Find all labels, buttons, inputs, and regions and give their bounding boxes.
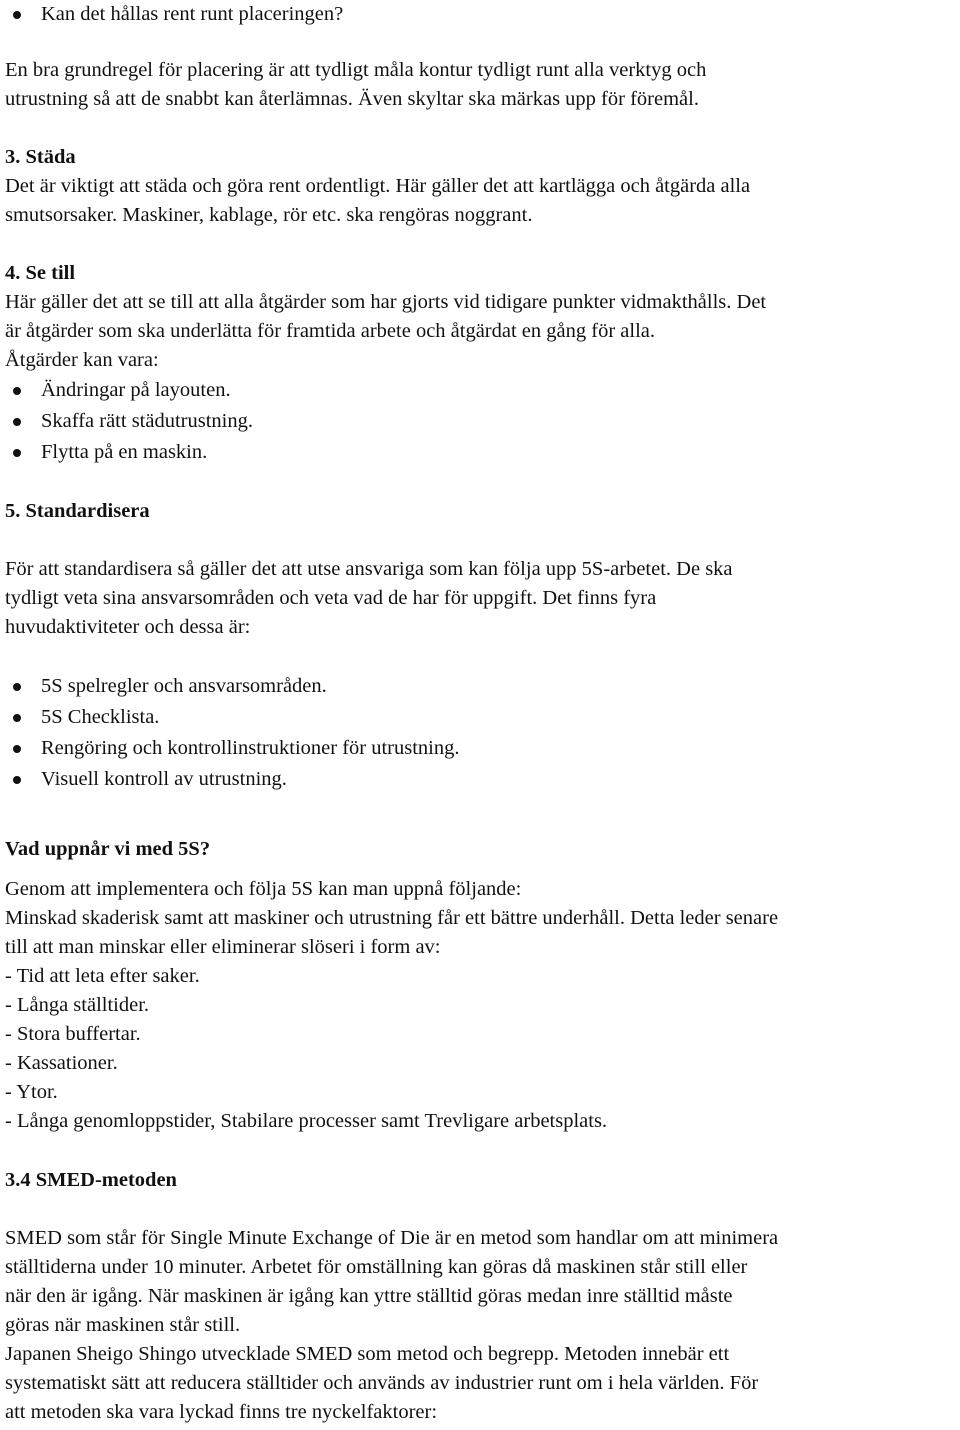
list-line: - Kassationer. [5,1052,118,1074]
bullet-item: Flytta på en maskin. [41,441,208,463]
paragraph-line: För att standardisera så gäller det att utse ansvariga som kan följa upp 5S-arbetet. De ska [5,558,733,580]
paragraph-line: att metoden ska vara lyckad finns tre nyckelfaktorer: [5,1401,438,1423]
section-heading: 4. Se till [5,262,76,284]
section-heading: Vad uppnår vi med 5S? [5,838,211,860]
paragraph-line: huvudaktiviteter och dessa är: [5,616,251,638]
bullet-icon [13,714,21,722]
paragraph-line: Minskad skaderisk samt att maskiner och utrustning får ett bättre underhåll. Detta leder senare [5,907,779,929]
paragraph-line: En bra grundregel för placering är att tydligt måla kontur tydligt runt alla verktyg och [5,59,707,81]
paragraph-line: Här gäller det att se till att alla åtgärder som har gjorts vid tidigare punkter vidmakthålls. Det [5,291,767,313]
bullet-item: Rengöring och kontrollinstruktioner för utrustning. [41,737,460,759]
bullet-icon [13,387,21,395]
paragraph-line: systematiskt sätt att reducera ställtider och används av industrier runt om i hela världen. För [5,1372,759,1394]
paragraph-line: när den är igång. När maskinen är igång kan yttre ställtid göras medan inre ställtid måste [5,1285,733,1307]
list-line: - Ytor. [5,1081,58,1103]
paragraph-line: SMED som står för Single Minute Exchange of Die är en metod som handlar om att minimera [5,1227,779,1249]
bullet-item: Kan det hållas rent runt placeringen? [41,3,344,25]
list-line: - Långa ställtider. [5,994,150,1016]
bullet-icon [13,11,21,19]
bullet-icon [13,745,21,753]
section-heading: 3. Städa [5,146,76,168]
paragraph-line: utrustning så att de snabbt kan återlämnas. Även skyltar ska märkas upp för föremål. [5,88,699,110]
paragraph-line: smutsorsaker. Maskiner, kablage, rör etc. ska rengöras noggrant. [5,204,533,226]
list-line: - Långa genomloppstider, Stabilare processer samt Trevligare arbetsplats. [5,1110,608,1132]
paragraph-line: ställtiderna under 10 minuter. Arbetet för omställning kan göras då maskinen står still eller [5,1256,748,1278]
section-heading: 5. Standardisera [5,500,150,522]
bullet-icon [13,449,21,457]
section-heading: 3.4 SMED-metoden [5,1169,177,1191]
paragraph-line: göras när maskinen står still. [5,1314,241,1336]
bullet-item: 5S spelregler och ansvarsområden. [41,675,327,697]
paragraph-line: Åtgärder kan vara: [5,349,159,371]
paragraph-line: tydligt veta sina ansvarsområden och veta vad de har för uppgift. Det finns fyra [5,587,657,609]
bullet-item: Skaffa rätt städutrustning. [41,410,253,432]
list-line: - Stora buffertar. [5,1023,141,1045]
paragraph-line: till att man minskar eller eliminerar slöseri i form av: [5,936,441,958]
bullet-item: Visuell kontroll av utrustning. [41,768,287,790]
bullet-icon [13,683,21,691]
bullet-item: 5S Checklista. [41,706,160,728]
paragraph-line: Det är viktigt att städa och göra rent ordentligt. Här gäller det att kartlägga och åtgärda alla [5,175,751,197]
paragraph-line: Genom att implementera och följa 5S kan man uppnå följande: [5,878,522,900]
bullet-icon [13,776,21,784]
list-line: - Tid att leta efter saker. [5,965,200,987]
bullet-item: Ändringar på layouten. [41,379,231,401]
bullet-icon [13,418,21,426]
paragraph-line: Japanen Sheigo Shingo utvecklade SMED som metod och begrepp. Metoden innebär ett [5,1343,730,1365]
paragraph-line: är åtgärder som ska underlätta för framtida arbete och åtgärdat en gång för alla. [5,320,655,342]
